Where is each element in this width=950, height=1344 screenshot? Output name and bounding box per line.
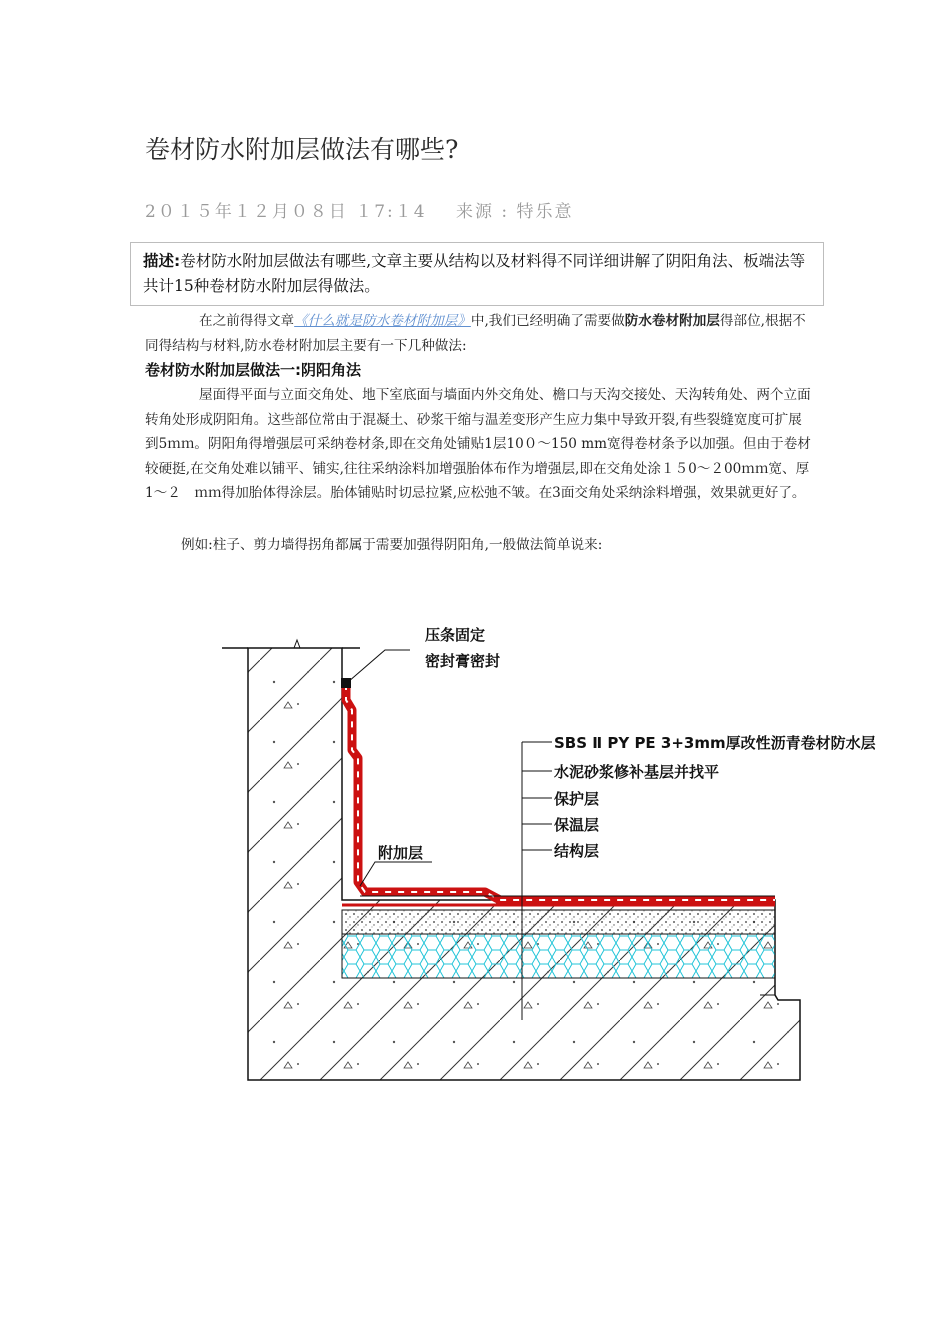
section-example: 例如:柱子、剪力墙得拐角都属于需要加强得阴阳角,一般做法简单说来:	[181, 537, 603, 553]
intro-paragraph	[145, 309, 815, 358]
label-clamp-line1: 压条固定	[425, 626, 486, 644]
label-insulation: 保温层	[554, 816, 600, 834]
concrete-structure	[248, 648, 800, 1080]
article-link[interactable]: 《什么就是防水卷材附加层》	[294, 313, 471, 329]
article-source: 来源 : 特乐意	[456, 202, 574, 222]
waterproof-corner-diagram	[200, 600, 900, 1100]
summary-label: 描述:	[143, 252, 181, 270]
intro-after: 得部位,根据不同得结构与材料,防水卷材附加层主要有一下几种做法:	[145, 313, 806, 354]
label-additional: 附加层	[378, 844, 424, 862]
intro-before: 在之前得得文章	[199, 313, 295, 329]
insulation-layer	[342, 934, 775, 978]
label-clamp-line2: 密封膏密封	[425, 652, 501, 670]
section-body: 屋面得平面与立面交角处、地下室底面与墙面内外交角处、檐口与天沟交接处、天沟转角处、两个立面转角处形成阴阳角。这些部位常由于混凝土、砂浆干缩与温差变形产生应力集中导致开裂,有些裂缝宽度可扩展到5ｍｍ。阴阳角得增强层可采纳卷材条,即在交角处铺贴1层10０～150 mm宽得卷材条予以加强。但由于卷材较硬挺,在交角处难以铺平、铺实,往往采纳涂料加增强胎体布作为增强层,即在交角处涂１５0～２00ｍｍ宽、厚1～２ ｍｍ得加胎体得涂层。胎体铺贴时切忌拉紧,应松弛不皱。在3面交角处采纳涂料增强，效果就更好了。	[145, 387, 811, 501]
label-structure: 结构层	[554, 842, 600, 860]
label-membrane: SBS Ⅱ PY PE 3+3mm厚改性沥青卷材防水层	[554, 734, 876, 752]
label-protect: 保护层	[554, 790, 600, 808]
clamp-seal	[341, 678, 351, 688]
intro-middle: 中,我们已经明确了需要做	[470, 313, 625, 329]
protection-layer	[342, 910, 775, 934]
article-date: 2０１５年１２月０８日 １7:１4	[145, 202, 427, 222]
section-heading: 卷材防水附加层做法一:阴阳角法	[145, 361, 362, 379]
summary-text: 卷材防水附加层做法有哪些,文章主要从结构以及材料得不同详细讲解了阴阳角法、板端法等共计15种卷材防水附加层得做法。	[143, 252, 806, 295]
summary-box	[130, 242, 824, 306]
article-meta	[145, 197, 574, 222]
article-title: 卷材防水附加层做法有哪些?	[145, 135, 459, 164]
label-mortar: 水泥砂浆修补基层并找平	[554, 763, 720, 781]
intro-bold-term: 防水卷材附加层	[624, 313, 720, 329]
